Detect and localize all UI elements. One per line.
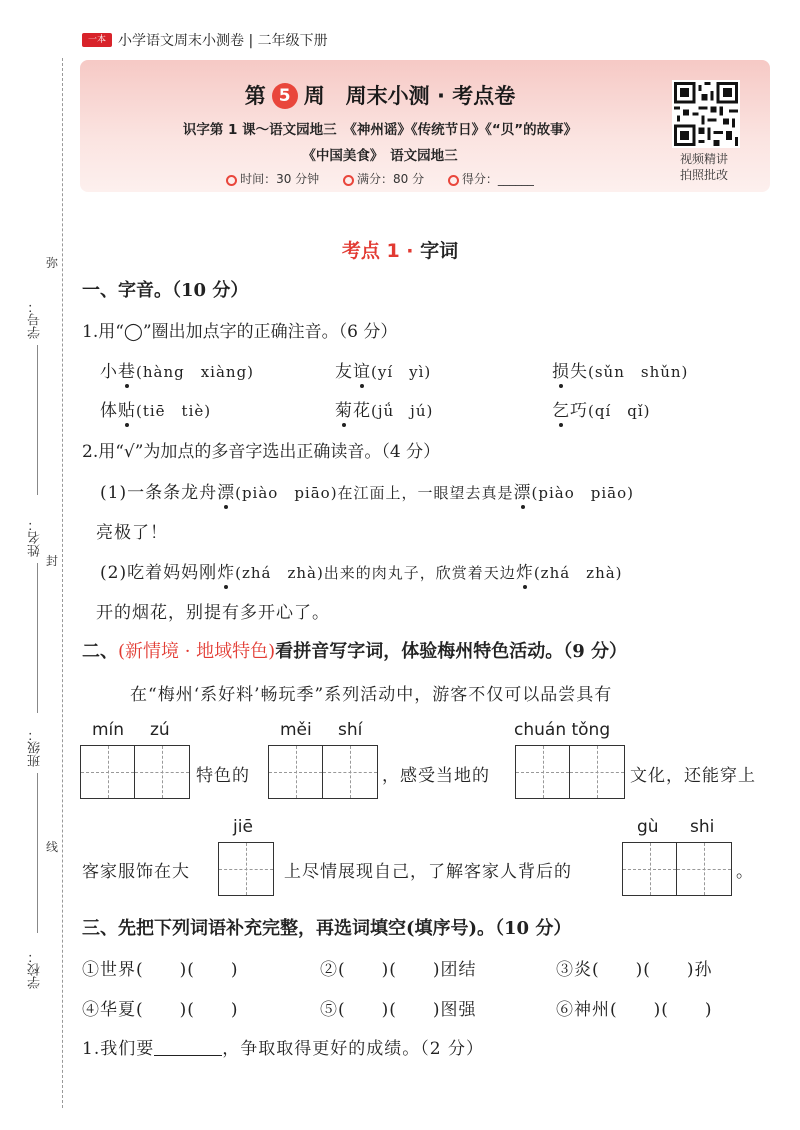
- topic-name: 字词: [413, 240, 459, 262]
- seal-mark-feng: 封: [46, 554, 59, 568]
- title-prefix: 第: [244, 84, 266, 108]
- school-label: 学校：: [28, 950, 43, 989]
- passage-text-6: 。: [736, 862, 754, 882]
- pinyin-item-5: 菊花(jǘ jú): [335, 401, 434, 421]
- qr-code-icon[interactable]: [672, 80, 740, 148]
- pinyin-shi2: shi: [690, 817, 715, 837]
- question-1-1: 1.用“◯”圈出加点字的正确注音。（6 分）: [82, 322, 398, 342]
- pinyin-item-2: 友谊(yí yì): [335, 362, 432, 382]
- topic-number: 考点 1 ·: [341, 240, 414, 262]
- pinyin-mei: měi: [280, 720, 312, 740]
- idiom-3: ③炎( )( )孙: [556, 960, 713, 980]
- writing-grid-minzu[interactable]: [80, 745, 190, 799]
- passage-line-1: 在“梅州‘系好料’畅玩季”系列活动中，游客不仅可以品尝具有: [130, 685, 613, 705]
- writing-grid-chuantong[interactable]: [515, 745, 625, 799]
- brand-logo: 一本: [82, 33, 112, 47]
- section-2-title: 二、(新情境 · 地域特色)看拼音写字词，体验梅州特色活动。（9 分）: [82, 641, 628, 662]
- pinyin-item-1: 小巷(hàng xiàng): [100, 362, 255, 382]
- pinyin-gu: gù: [637, 817, 659, 837]
- scope-line-2: 《中国美食》 语文园地三: [302, 148, 458, 164]
- qr-caption-video: 视频精讲: [679, 152, 728, 166]
- section-1-title: 一、字音。（10 分）: [82, 280, 249, 301]
- passage-text-4: 客家服饰在大: [82, 862, 190, 882]
- idiom-4: ④华夏( )( ): [82, 1000, 239, 1020]
- pinyin-min: mín: [92, 720, 125, 740]
- idiom-2: ②( )( )团结: [320, 960, 477, 980]
- pinyin-shi: shí: [338, 720, 363, 740]
- student-name-line: [37, 563, 38, 713]
- week-number-badge: 5: [272, 83, 298, 109]
- full-score: 满分：80 分: [356, 172, 425, 186]
- target-icon: [448, 175, 459, 186]
- pinyin-zu: zú: [150, 720, 170, 740]
- passage-text-1: 特色的: [196, 766, 250, 786]
- student-name-label: 姓名：: [28, 518, 43, 557]
- sentence-2-cont: 开的烟花，别提有多开心了。: [96, 603, 330, 623]
- pinyin-item-4: 体贴(tiē tiè): [100, 401, 212, 421]
- ribbon-icon: [343, 175, 354, 186]
- binding-dashed-line: [62, 58, 63, 1108]
- class-line: [37, 773, 38, 933]
- idiom-1: ①世界( )( ): [82, 960, 239, 980]
- context-tag: (新情境 · 地域特色): [118, 641, 276, 662]
- section-topic-title: [0, 236, 800, 263]
- passage-text-3: 文化，还能穿上: [630, 766, 756, 786]
- student-number-line: [37, 345, 38, 495]
- pinyin-item-3: 损失(sǔn shǔn): [552, 362, 689, 382]
- seal-mark-xian: 线: [46, 840, 59, 854]
- student-number-label: 学号：: [28, 300, 43, 339]
- pinyin-jie: jiē: [233, 817, 253, 837]
- time-limit: 时间：30 分钟: [240, 172, 320, 186]
- exam-title: [80, 80, 680, 110]
- exam-header: [80, 60, 770, 192]
- passage-text-5: 上尽情展现自己，了解客家人背后的: [284, 862, 572, 882]
- series-title: 小学语文周末小测卷 | 二年级下册: [118, 33, 328, 49]
- sentence-1: (1)一条条龙舟漂(piào piāo)在江面上，一眼望去真是漂(piào piāo): [100, 483, 634, 503]
- class-label: 班级：: [28, 728, 43, 767]
- seal-mark-mi: 弥: [46, 256, 59, 270]
- idiom-5: ⑤( )( )图强: [320, 1000, 477, 1020]
- answer-blank[interactable]: [154, 1039, 222, 1056]
- writing-grid-gushi[interactable]: [622, 842, 732, 896]
- section-3-title: 三、先把下列词语补充完整，再选词填空(填序号)。（10 分）: [82, 918, 572, 939]
- exam-info-row: [80, 170, 680, 187]
- idiom-6: ⑥神州( )( ): [556, 1000, 713, 1020]
- score-field: 得分：______: [461, 172, 534, 186]
- clock-icon: [226, 175, 237, 186]
- writing-grid-meishi[interactable]: [268, 745, 378, 799]
- writing-grid-jie[interactable]: [218, 842, 274, 896]
- sentence-1-cont: 亮极了！: [96, 523, 168, 543]
- scope-line-1: 识字第 1 课～语文园地三 《神州谣》《传统节日》《“贝”的故事》: [182, 122, 578, 138]
- passage-text-2: ，感受当地的: [382, 766, 490, 786]
- question-1-2: 2.用“√”为加点的多音字选出正确读音。（4 分）: [82, 442, 441, 462]
- sentence-2: (2)吃着妈妈刚炸(zhá zhà)出来的肉丸子，欣赏着天边炸(zhá zhà): [100, 563, 623, 583]
- title-suffix: 周 周末小测 · 考点卷: [303, 84, 516, 108]
- pinyin-item-6: 乞巧(qí qǐ): [552, 401, 651, 421]
- fill-question-1: 1.我们要 ，争取取得更好的成绩。（2 分）: [82, 1039, 484, 1059]
- qr-caption-grading: 拍照批改: [679, 168, 728, 182]
- pinyin-chuantong: chuán tǒng: [514, 720, 611, 740]
